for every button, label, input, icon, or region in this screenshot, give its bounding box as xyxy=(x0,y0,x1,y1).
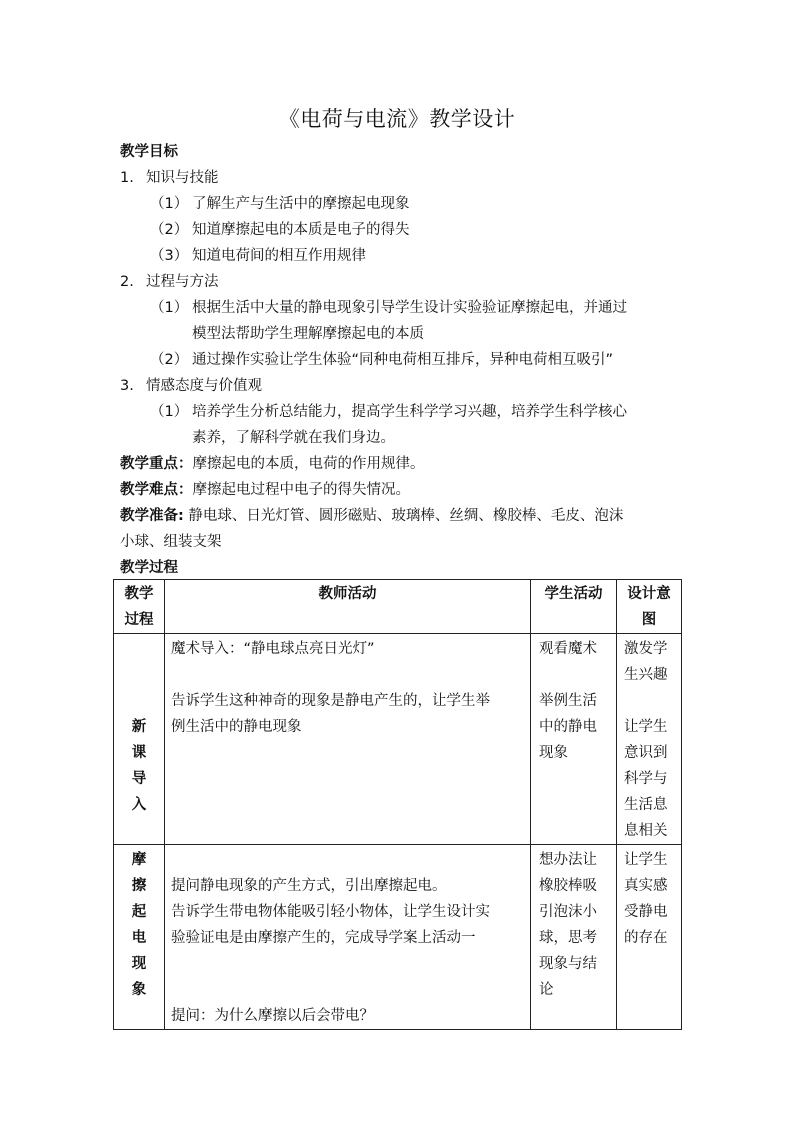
objective-item xyxy=(150,243,366,269)
key-points-text: 摩擦起电的本质，电荷的作用规律。 xyxy=(192,456,425,472)
item-text: 知道电荷间的相互作用规律 xyxy=(192,248,366,264)
section-label: 过程与方法 xyxy=(146,274,219,290)
item-text: 知道摩擦起电的本质是电子的得失 xyxy=(192,222,410,238)
objectives-heading: 教学目标 xyxy=(120,144,178,160)
process-heading: 教学过程 xyxy=(120,560,178,576)
item-number: （1） xyxy=(150,404,189,420)
header-intent: 设计意 图 xyxy=(617,580,682,634)
item-text: 根据生活中大量的静电现象引导学生设计实验验证摩擦起电，并通过 xyxy=(192,300,627,316)
objective-item xyxy=(150,347,613,373)
item-number: （2） xyxy=(150,352,189,368)
objective-item xyxy=(150,399,627,425)
item-number: （1） xyxy=(150,300,189,316)
section-number: 2. xyxy=(120,274,134,290)
header-stage: 教学 过程 xyxy=(114,580,165,634)
item-text: 通过操作实验让学生体验“同种电荷相互排斥，异种电荷相互吸引” xyxy=(192,352,614,368)
item-text: 了解生产与生活中的摩擦起电现象 xyxy=(192,196,410,212)
student-activity-cell: 想办法让 橡胶棒吸 引泡沫小 球，思考 现象与结 论 xyxy=(531,845,617,1030)
header-teacher: 教师活动 xyxy=(165,580,531,634)
stage-cell: 摩 擦 起 电 现 象 xyxy=(114,845,165,1030)
design-intent-cell: 让学生 真实感 受静电 的存在 xyxy=(617,845,682,1030)
key-points-label: 教学重点： xyxy=(120,456,193,472)
student-activity-cell: 观看魔术 举例生活 中的静电 现象 xyxy=(531,634,617,845)
table-row xyxy=(114,845,682,1030)
objective-section xyxy=(120,373,262,399)
section-label: 情感态度与价值观 xyxy=(146,378,262,394)
item-number: （3） xyxy=(150,248,189,264)
section-number: 1. xyxy=(120,170,134,186)
objective-section xyxy=(120,165,219,191)
key-points xyxy=(120,451,425,477)
difficulties-label: 教学难点： xyxy=(120,482,193,498)
section-number: 3. xyxy=(120,378,134,394)
objective-section xyxy=(120,269,219,295)
objective-item xyxy=(150,191,410,217)
difficulties-text: 摩擦起电过程中电子的得失情况。 xyxy=(192,482,410,498)
item-text: 培养学生分析总结能力，提高学生科学学习兴趣，培养学生科学核心 xyxy=(192,404,627,420)
preparation xyxy=(120,503,623,529)
item-number: （2） xyxy=(150,222,189,238)
section-label: 知识与技能 xyxy=(146,170,219,186)
preparation-continued: 小球、组装支架 xyxy=(120,534,222,550)
teacher-activity-cell: 魔术导入：“静电球点亮日光灯” 告诉学生这种神奇的现象是静电产生的，让学生举 例生活中的静电现象 xyxy=(165,634,531,845)
item-number: （1） xyxy=(150,196,189,212)
header-student: 学生活动 xyxy=(531,580,617,634)
design-intent-cell: 激发学 生兴趣 让学生 意识到 科学与 生活息 息相关 xyxy=(617,634,682,845)
table-header-row xyxy=(114,580,682,634)
preparation-text: 静电球、日光灯管、圆形磁贴、玻璃棒、丝绸、橡胶棒、毛皮、泡沫 xyxy=(183,508,624,524)
table-row xyxy=(114,634,682,845)
teacher-activity-cell: 提问静电现象的产生方式，引出摩擦起电。 告诉学生带电物体能吸引轻小物体，让学生设计实 验验证电是由摩擦产生的，完成导学案上活动一 提问：为什么摩擦以后会带电？ xyxy=(165,845,531,1030)
item-text-continued: 模型法帮助学生理解摩擦起电的本质 xyxy=(192,326,424,342)
stage-cell: 新 课 导 入 xyxy=(114,634,165,845)
preparation-label: 教学准备: xyxy=(120,508,184,524)
item-text-continued: 素养，了解科学就在我们身边。 xyxy=(192,430,395,446)
difficulties xyxy=(120,477,410,503)
process-table xyxy=(113,579,682,1030)
document-title: 《电荷与电流》教学设计 xyxy=(278,107,516,131)
objective-item xyxy=(150,295,627,321)
objective-item xyxy=(150,217,410,243)
